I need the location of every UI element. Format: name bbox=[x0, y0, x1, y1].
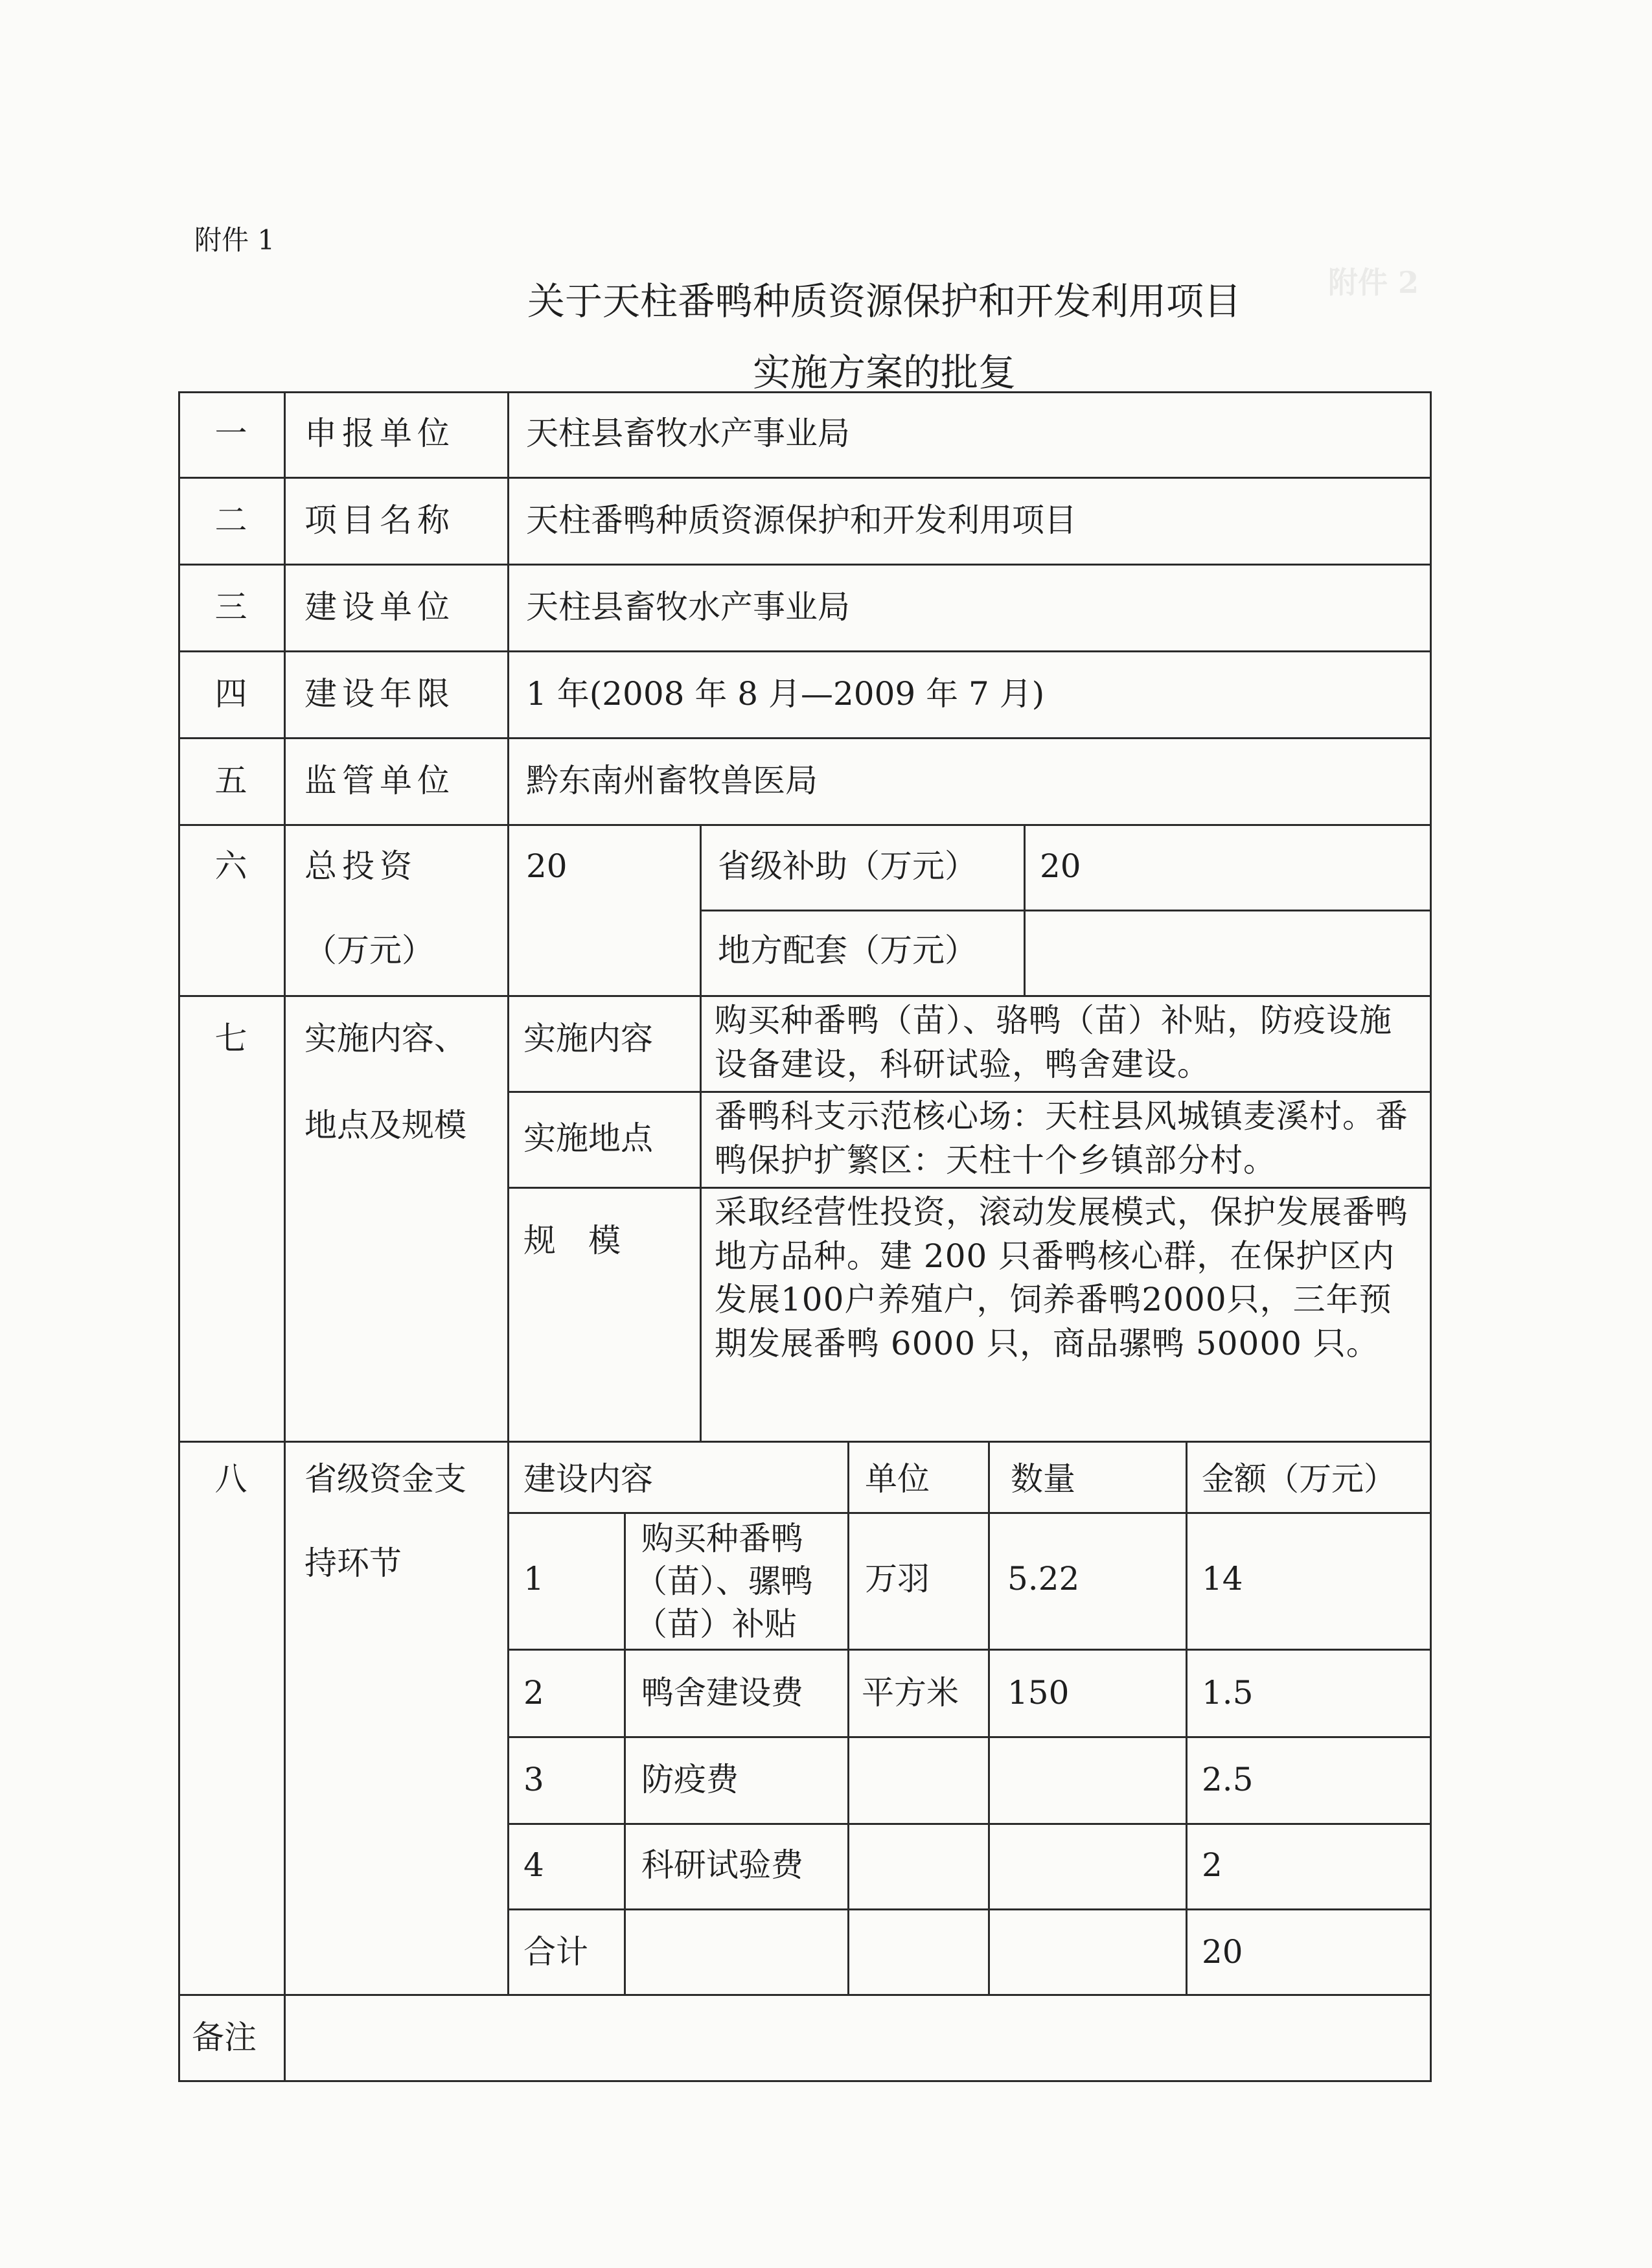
scale-value: 采取经营性投资，滚动发展模式，保护发展番鸭地方品种。建 200 只番鸭核心群，在保护区内发展100户养殖户，饲养番鸭2000只，三年预期发展番鸭 6000 只，商品骡鸭 50000 只。 bbox=[715, 1193, 1408, 1362]
item-amount: 2 bbox=[1202, 1846, 1222, 1884]
provincial-subsidy-label: 省级补助（万元） bbox=[718, 847, 977, 885]
grid-line bbox=[507, 1736, 1432, 1738]
bleed-through-watermark: 附件 2 bbox=[1328, 265, 1419, 300]
content-label: 实施内容 bbox=[523, 1020, 653, 1057]
col-header-qty: 数量 bbox=[1011, 1460, 1075, 1498]
item-content: （苗）、骡鸭 bbox=[635, 1563, 813, 1600]
document-title-line2: 实施方案的批复 bbox=[752, 350, 1016, 395]
grid-line bbox=[507, 1649, 1432, 1651]
grid-line bbox=[284, 391, 286, 2082]
row-number: 四 bbox=[214, 675, 247, 713]
grid-line bbox=[178, 995, 1432, 997]
provincial-subsidy-value: 20 bbox=[1040, 847, 1081, 885]
item-number: 2 bbox=[523, 1674, 544, 1712]
item-amount: 14 bbox=[1202, 1560, 1243, 1598]
grid-line bbox=[178, 737, 1432, 739]
grid-line bbox=[178, 1994, 1432, 1996]
item-content: 购买种番鸭 bbox=[641, 1520, 803, 1557]
row-number: 二 bbox=[214, 501, 247, 539]
grid-line bbox=[507, 1908, 1432, 1910]
grid-line bbox=[988, 1441, 990, 1994]
supervisor-unit-value: 黔东南州畜牧兽医局 bbox=[526, 762, 818, 799]
col-header-content: 建设内容 bbox=[523, 1460, 653, 1498]
grid-line bbox=[178, 824, 1432, 826]
total-investment-value: 20 bbox=[526, 847, 568, 885]
field-label: 监管单位 bbox=[304, 762, 455, 799]
document-title-line1: 关于天柱番鸭种质资源保护和开发利用项目 bbox=[527, 279, 1241, 323]
attachment-label: 附件 1 bbox=[194, 224, 275, 256]
grid-line bbox=[1186, 1441, 1187, 1994]
row-number: 八 bbox=[214, 1460, 247, 1498]
item-content: 科研试验费 bbox=[641, 1846, 803, 1884]
row-number: 七 bbox=[214, 1020, 247, 1057]
field-label: 项目名称 bbox=[304, 501, 455, 539]
grid-line bbox=[624, 1512, 626, 1994]
project-name-value: 天柱番鸭种质资源保护和开发利用项目 bbox=[526, 501, 1077, 539]
grid-line bbox=[178, 564, 1432, 566]
grid-line bbox=[700, 910, 1432, 911]
field-label-unit: （万元） bbox=[304, 932, 434, 969]
remarks-label: 备注 bbox=[192, 2019, 257, 2056]
field-label: 实施内容、 bbox=[304, 1020, 466, 1057]
row-number: 一 bbox=[214, 415, 247, 452]
item-qty: 150 bbox=[1007, 1674, 1070, 1712]
grid-line bbox=[178, 650, 1432, 652]
field-label: 省级资金支 bbox=[304, 1460, 466, 1498]
location-label: 实施地点 bbox=[523, 1119, 653, 1157]
row-number: 六 bbox=[214, 847, 247, 885]
item-number: 1 bbox=[523, 1560, 544, 1598]
col-header-amount: 金额（万元） bbox=[1202, 1460, 1396, 1498]
field-label: 持环节 bbox=[304, 1544, 402, 1582]
construction-period-value: 1 年(2008 年 8 月—2009 年 7 月) bbox=[526, 675, 1045, 713]
scale-label: 规 模 bbox=[523, 1222, 621, 1259]
item-amount: 2.5 bbox=[1202, 1761, 1254, 1798]
location-value: 番鸭科支示范核心场：天柱县风城镇麦溪村。番鸭保护扩繁区：天柱十个乡镇部分村。 bbox=[715, 1097, 1408, 1179]
item-amount: 1.5 bbox=[1202, 1674, 1254, 1712]
grid-line bbox=[507, 1823, 1432, 1825]
field-label: 总投资 bbox=[304, 847, 417, 885]
field-label: 申报单位 bbox=[304, 415, 455, 452]
item-content: （苗）补贴 bbox=[635, 1605, 797, 1643]
item-unit: 平方米 bbox=[862, 1674, 959, 1712]
col-header-unit: 单位 bbox=[865, 1460, 930, 1498]
row-number: 三 bbox=[214, 588, 247, 626]
grid-line bbox=[700, 995, 702, 1441]
builder-unit-value: 天柱县畜牧水产事业局 bbox=[526, 588, 850, 626]
item-qty: 5.22 bbox=[1007, 1560, 1080, 1598]
grid-line bbox=[847, 1441, 849, 1994]
grid-line bbox=[178, 1441, 1432, 1443]
local-matching-label: 地方配套（万元） bbox=[718, 932, 977, 969]
grid-line bbox=[507, 391, 509, 1441]
field-label: 建设年限 bbox=[304, 675, 455, 713]
content-value: 购买种番鸭（苗）、骆鸭（苗）补贴，防疫设施设备建设，科研试验，鸭舍建设。 bbox=[715, 1002, 1392, 1083]
applicant-unit-value: 天柱县畜牧水产事业局 bbox=[526, 415, 850, 452]
grid-line bbox=[507, 1512, 1432, 1514]
item-unit: 万羽 bbox=[865, 1560, 930, 1598]
item-content: 鸭舍建设费 bbox=[641, 1674, 803, 1712]
field-label: 建设单位 bbox=[304, 588, 455, 626]
grid-line bbox=[507, 1091, 1432, 1093]
total-amount: 20 bbox=[1202, 1933, 1243, 1971]
grid-line bbox=[507, 1441, 509, 1994]
row-number: 五 bbox=[214, 762, 247, 799]
item-number: 3 bbox=[523, 1761, 544, 1798]
grid-line bbox=[507, 1187, 1432, 1189]
item-number: 4 bbox=[523, 1846, 544, 1884]
total-label: 合计 bbox=[523, 1933, 588, 1971]
field-label: 地点及规模 bbox=[304, 1106, 466, 1144]
item-content: 防疫费 bbox=[641, 1761, 739, 1798]
grid-line bbox=[178, 477, 1432, 479]
